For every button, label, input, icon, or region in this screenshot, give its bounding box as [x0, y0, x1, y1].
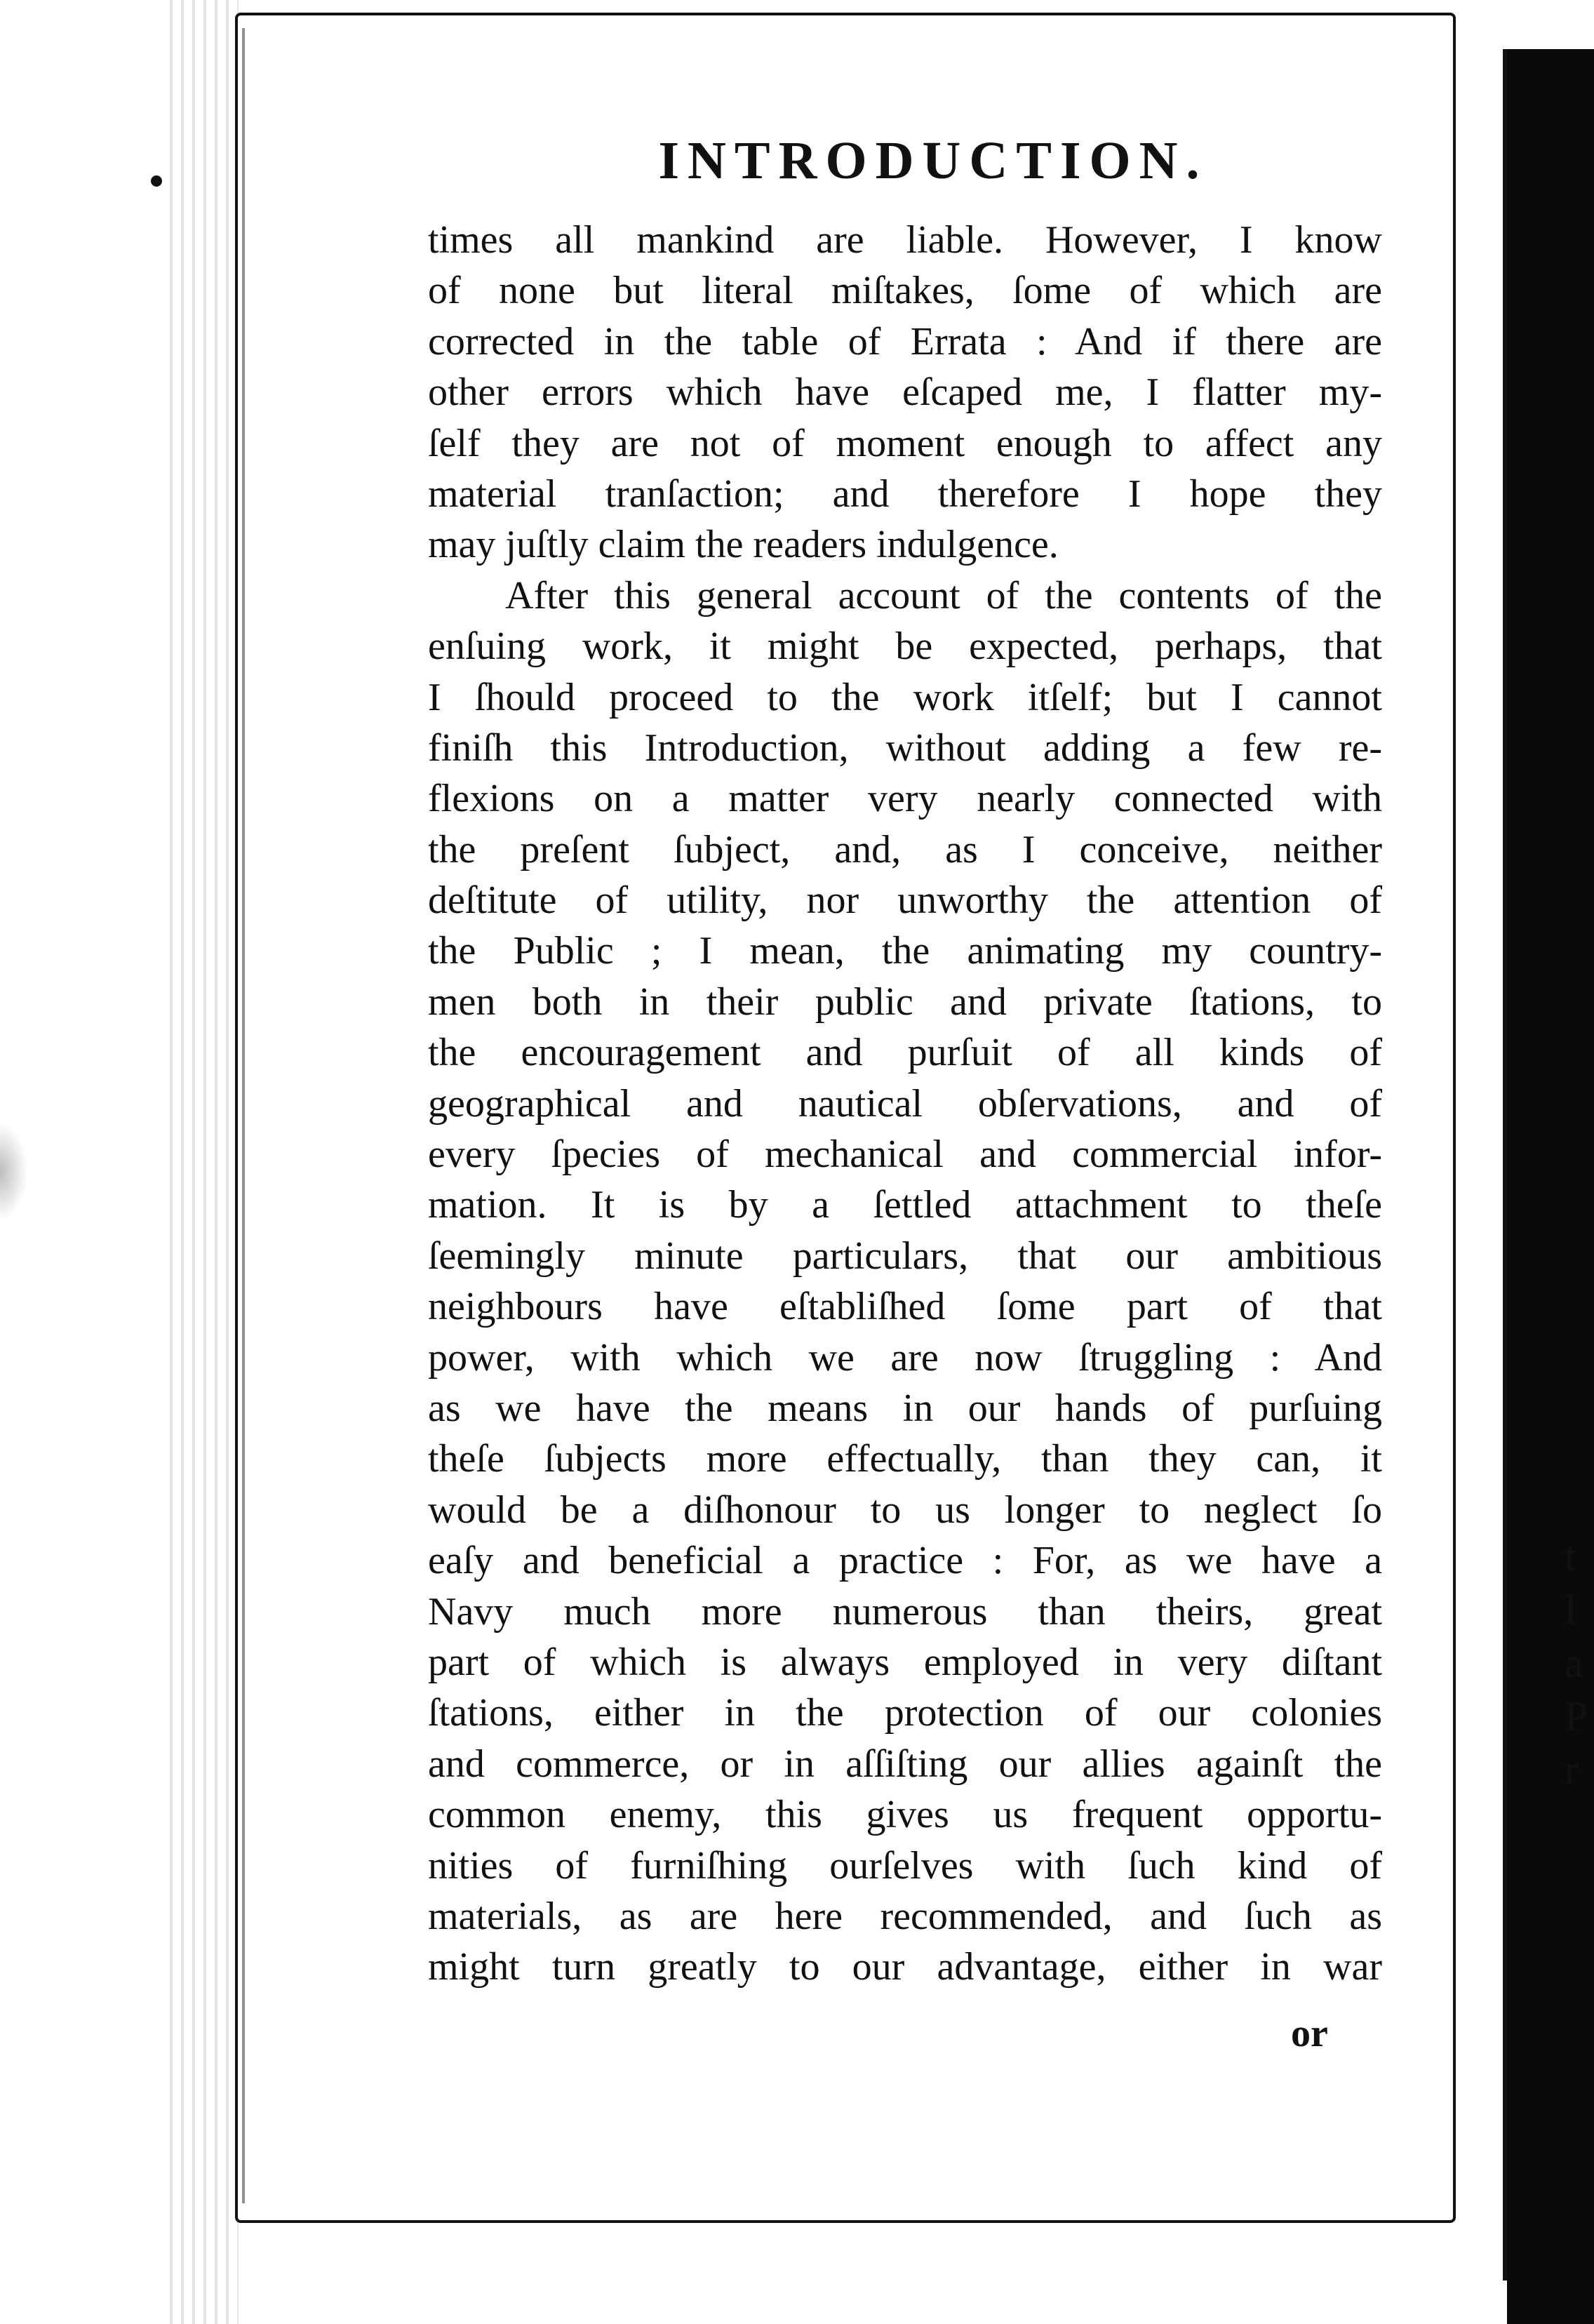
text-line: other errors which have eſcaped me, I flatter my-	[428, 370, 1382, 415]
text-line: ſelf they are not of moment enough to affect any	[428, 421, 1382, 465]
text-line: corrected in the table of Errata : And if there are	[428, 319, 1382, 363]
running-head-title: INTRODUCTION.	[658, 131, 1208, 190]
text-line: I ſhould proceed to the work itſelf; but I cannot	[428, 675, 1382, 719]
text-line: common enemy, this gives us frequent opportu-	[428, 1793, 1382, 1837]
page-inner-border	[242, 28, 245, 2203]
text-line: finiſh this Introduction, without adding a few re-	[428, 726, 1382, 770]
text-line: would be a diſhonour to us longer to neglect ſo	[428, 1488, 1382, 1532]
facing-page-letters	[1565, 1530, 1594, 1796]
text-line: mation. It is by a ſettled attachment to theſe	[428, 1183, 1382, 1227]
catchword: or	[1291, 2012, 1328, 2055]
text-line: the encouragement and purſuit of all kinds of	[428, 1031, 1382, 1075]
stacked-page-edges	[161, 0, 239, 2324]
text-line: ſtations, either in the protection of our colonies	[428, 1691, 1382, 1735]
text-line: flexions on a matter very nearly connected with	[428, 777, 1382, 821]
text-line: every ſpecies of mechanical and commercial infor-	[428, 1133, 1382, 1177]
text-line: materials, as are here recommended, and ſuch as	[428, 1894, 1382, 1938]
edge-letter: r	[1565, 1747, 1579, 1793]
text-line: and commerce, or in aſſiſting our allies againſt the	[428, 1742, 1382, 1786]
text-line: of none but literal miſtakes, ſome of which are	[428, 269, 1382, 313]
edge-letter: a	[1565, 1640, 1583, 1686]
body-text	[428, 215, 1382, 1993]
text-line: men both in their public and private ſtations, to	[428, 980, 1382, 1024]
text-line: ſeemingly minute particulars, that our ambitious	[428, 1234, 1382, 1278]
text-line: nities of furniſhing ourſelves with ſuch kind of	[428, 1843, 1382, 1888]
edge-letter: P	[1565, 1693, 1588, 1739]
text-line: the preſent ſubject, and, as I conceive, neither	[428, 827, 1382, 872]
text-line: Navy much more numerous than theirs, great	[428, 1589, 1382, 1634]
text-line: enſuing work, it might be expected, perhaps, that	[428, 625, 1382, 669]
text-line: eaſy and beneficial a practice : For, as we have a	[428, 1539, 1382, 1583]
text-line: geographical and nautical obſervations, and of	[428, 1081, 1382, 1126]
facing-page-edge	[1458, 49, 1507, 2280]
text-line: part of which is always employed in very diſtant	[428, 1640, 1382, 1684]
scan-shadow	[0, 1123, 28, 1221]
text-line: might turn greatly to our advantage, either in war	[428, 1945, 1382, 1989]
text-line: neighbours have eſtabliſhed ſome part of that	[428, 1285, 1382, 1329]
scan-background-dark	[1507, 49, 1594, 2324]
text-line: After this general account of the contents of the	[505, 573, 1382, 617]
text-line: may juſtly claim the readers indulgence.	[428, 523, 1059, 567]
text-line: the Public ; I mean, the animating my country-	[428, 929, 1382, 973]
text-line: times all mankind are liable. However, I know	[428, 218, 1382, 262]
edge-letter: t	[1565, 1533, 1576, 1580]
text-line: material tranſaction; and therefore I hope they	[428, 472, 1382, 516]
ink-dot	[151, 175, 162, 187]
text-line: power, with which we are now ſtruggling : And	[428, 1335, 1382, 1380]
text-line: as we have the means in our hands of purſuing	[428, 1386, 1382, 1430]
edge-letter: l	[1565, 1587, 1576, 1633]
text-line: theſe ſubjects more effectually, than they can, it	[428, 1437, 1382, 1481]
text-line: deſtitute of utility, nor unworthy the attention of	[428, 879, 1382, 923]
